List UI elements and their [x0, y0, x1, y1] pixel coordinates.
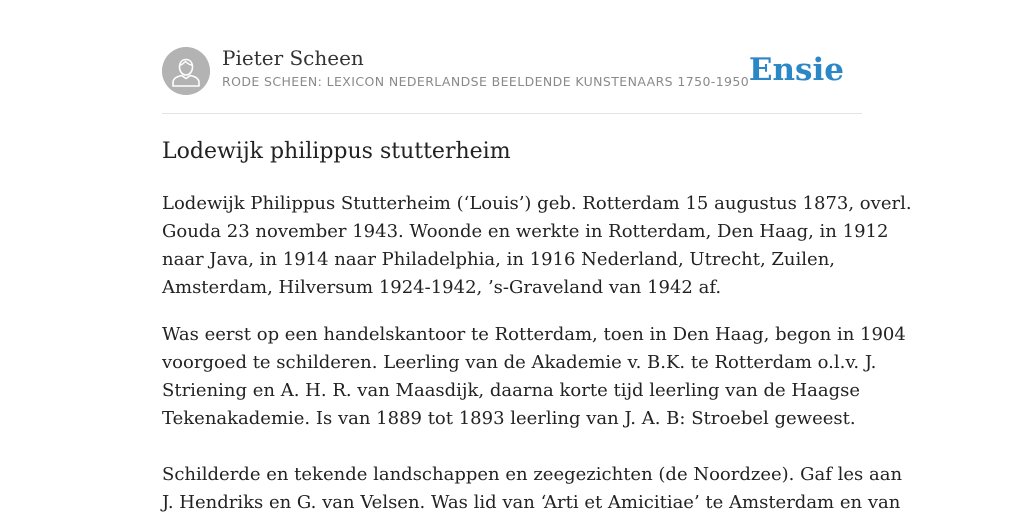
paragraph-line: naar Java, in 1914 naar Philadelphia, in 1916 Nederland, Utrecht, Zuilen, [162, 249, 836, 270]
paragraph-3 [162, 461, 902, 512]
author-name[interactable]: Pieter Scheen [222, 46, 364, 70]
paragraph-line: Lodewijk Philippus Stutterheim (‘Louis’) geb. Rotterdam 15 augustus 1873, overl. [162, 193, 912, 214]
user-avatar-icon[interactable] [162, 47, 210, 95]
header-divider [162, 113, 862, 114]
paragraph-2 [162, 321, 906, 433]
paragraph-line: Gouda 23 november 1943. Woonde en werkte in Rotterdam, Den Haag, in 1912 [162, 221, 889, 242]
paragraph-line: Striening en A. H. R. van Maasdijk, daarna korte tijd leerling van de Haagse [162, 380, 860, 401]
paragraph-line: J. Hendriks en G. van Velsen. Was lid van ‘Arti et Amicitiae’ te Amsterdam en van [162, 492, 901, 512]
paragraph-line: Amsterdam, Hilversum 1924-1942, ’s-Graveland van 1942 af. [162, 277, 722, 298]
source-title[interactable]: RODE SCHEEN: LEXICON NEDERLANDSE BEELDENDE KUNSTENAARS 1750-1950 [222, 74, 750, 89]
paragraph-line: Was eerst op een handelskantoor te Rotterdam, toen in Den Haag, begon in 1904 [162, 324, 906, 345]
paragraph-line: Tekenakademie. Is van 1889 tot 1893 leerling van J. A. B: Stroebel geweest. [162, 408, 856, 429]
article-header [162, 46, 862, 98]
paragraph-line: voorgoed te schilderen. Leerling van de Akademie v. B.K. te Rotterdam o.l.v. J. [162, 352, 877, 373]
paragraph-line: Schilderde en tekende landschappen en zeegezichten (de Noordzee). Gaf les aan [162, 464, 903, 485]
article-title: Lodewijk philippus stutterheim [162, 139, 511, 164]
paragraph-1 [162, 190, 912, 302]
ensie-logo[interactable]: Ensie [748, 52, 844, 88]
